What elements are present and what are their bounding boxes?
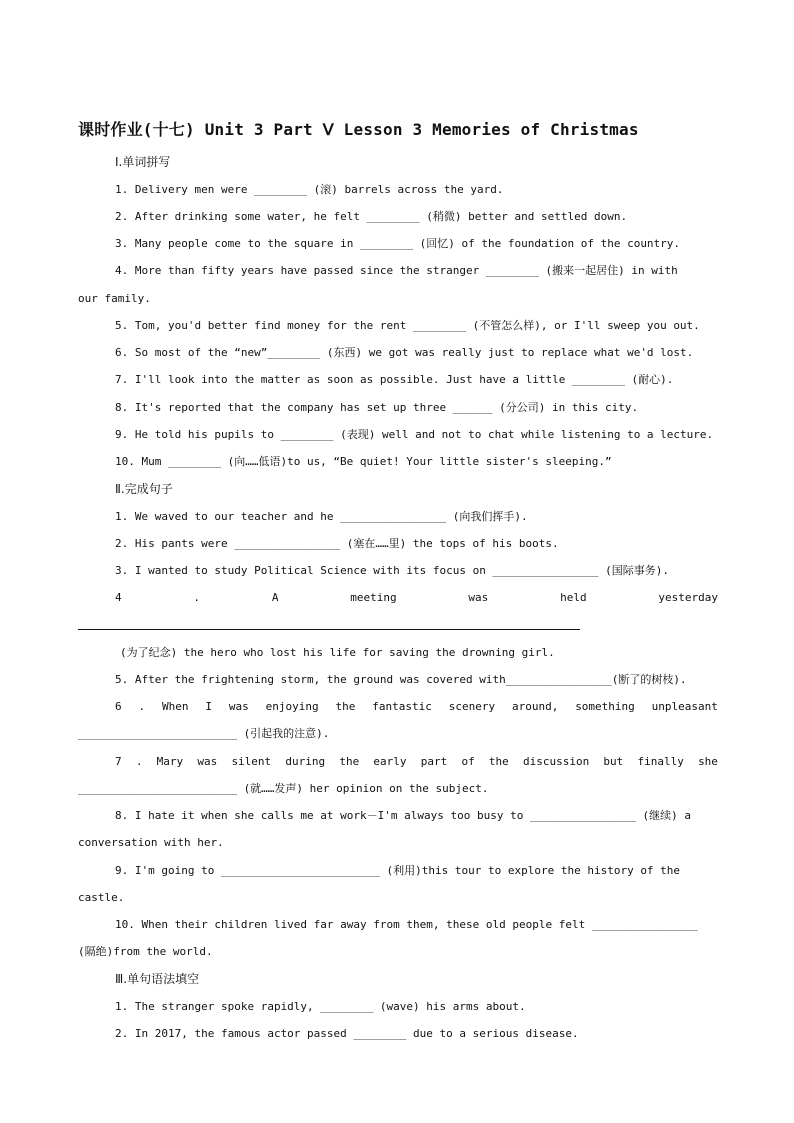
word: 7 [115,755,122,768]
sentence-item-6-justified [115,700,718,714]
sentence-item-continuation: conversation with her. [78,836,224,849]
sentence-item: 10. When their children lived far away from them, these old people felt ________________ [115,918,698,931]
word: A [271,591,279,604]
sentence-item-continuation: (为了纪念) the hero who lost his life for saving the drowning girl. [120,646,555,659]
word: of [461,755,475,768]
word: Mary [156,755,184,768]
word: 4 [115,591,122,604]
word: . [135,755,143,768]
sentence-item-continuation: castle. [78,891,125,904]
sentence-item-7-justified [115,755,718,769]
word: the [339,755,360,768]
grammar-item: 1. The stranger spoke rapidly, ________ (wave) his arms about. [115,1000,526,1013]
word: meeting [350,591,397,604]
word: held [560,591,587,604]
section-heading-grammar: Ⅲ.单句语法填空 [115,972,200,986]
word: early [373,755,407,768]
word: something [575,700,635,713]
spelling-item: 1. Delivery men were ________ (滚) barrels across the yard. [115,183,504,196]
word: fantastic [372,700,432,713]
sentence-item: 9. I'm going to ________________________ (利用)this tour to explore the history of the [115,864,681,877]
word: yesterday [658,591,718,604]
word: . [193,591,201,604]
sentence-item: 3. I wanted to study Political Science with its focus on ________________ (国际事务). [115,564,669,577]
word: . [138,700,146,713]
sentence-item: 2. His pants were ________________ (塞在……里) the tops of his boots. [115,537,559,550]
word: during [285,755,326,768]
word: enjoying [265,700,319,713]
word: finally [637,755,684,768]
word: the [335,700,356,713]
word: the [488,755,509,768]
word: was [468,591,489,604]
section-heading-sentences: Ⅱ.完成句子 [115,482,173,496]
word: was [228,700,249,713]
spelling-item: 8. It's reported that the company has set up three ______ (分公司) in this city. [115,401,639,414]
answer-blank-line [78,629,580,630]
word: When [162,700,189,713]
word: was [197,755,218,768]
word: part [420,755,448,768]
sentence-item: 8. I hate it when she calls me at work－I'm always too busy to ________________ (继续) a [115,809,692,822]
word: I [205,700,212,713]
word: discussion [522,755,590,768]
sentence-item-continuation: ________________________ (就……发声) her opinion on the subject. [78,782,489,795]
spelling-item-continuation: our family. [78,292,151,305]
spelling-item: 5. Tom, you'd better find money for the rent ________ (不管怎么样), or I'll sweep you out. [115,319,700,332]
spelling-item: 9. He told his pupils to ________ (表现) well and not to chat while listening to a lecture. [115,428,714,441]
spelling-item: 4. More than fifty years have passed since the stranger ________ (搬来一起居住) in with [115,264,678,277]
word: 6 [115,700,122,713]
sentence-item-4-justified [115,591,718,605]
word: unpleasant [651,700,718,713]
word: she [698,755,718,768]
sentence-item: 5. After the frightening storm, the ground was covered with________________(断了的树枝). [115,673,687,686]
spelling-item: 3. Many people come to the square in ________ (回忆) of the foundation of the country. [115,237,681,250]
word: but [603,755,624,768]
page-title: 课时作业(十七) Unit 3 Part Ⅴ Lesson 3 Memories of Christmas [78,120,639,139]
word: silent [231,755,272,768]
spelling-item: 10. Mum ________ (向……低语)to us, “Be quiet! Your little sister's sleeping.” [115,455,612,468]
spelling-item: 6. So most of the “new”________ (东西) we got was really just to replace what we'd lost. [115,346,694,359]
word: scenery [448,700,496,713]
sentence-item-continuation: (隔绝)from the world. [78,945,213,958]
word: around, [511,700,559,713]
sentence-item-continuation: ________________________ (引起我的注意). [78,727,330,740]
section-heading-spelling: Ⅰ.单词拼写 [115,155,171,169]
grammar-item: 2. In 2017, the famous actor passed ________ due to a serious disease. [115,1027,579,1040]
spelling-item: 2. After drinking some water, he felt ________ (稍微) better and settled down. [115,210,628,223]
spelling-item: 7. I'll look into the matter as soon as possible. Just have a little ________ (耐心). [115,373,674,386]
sentence-item: 1. We waved to our teacher and he ________________ (向我们挥手). [115,510,528,523]
